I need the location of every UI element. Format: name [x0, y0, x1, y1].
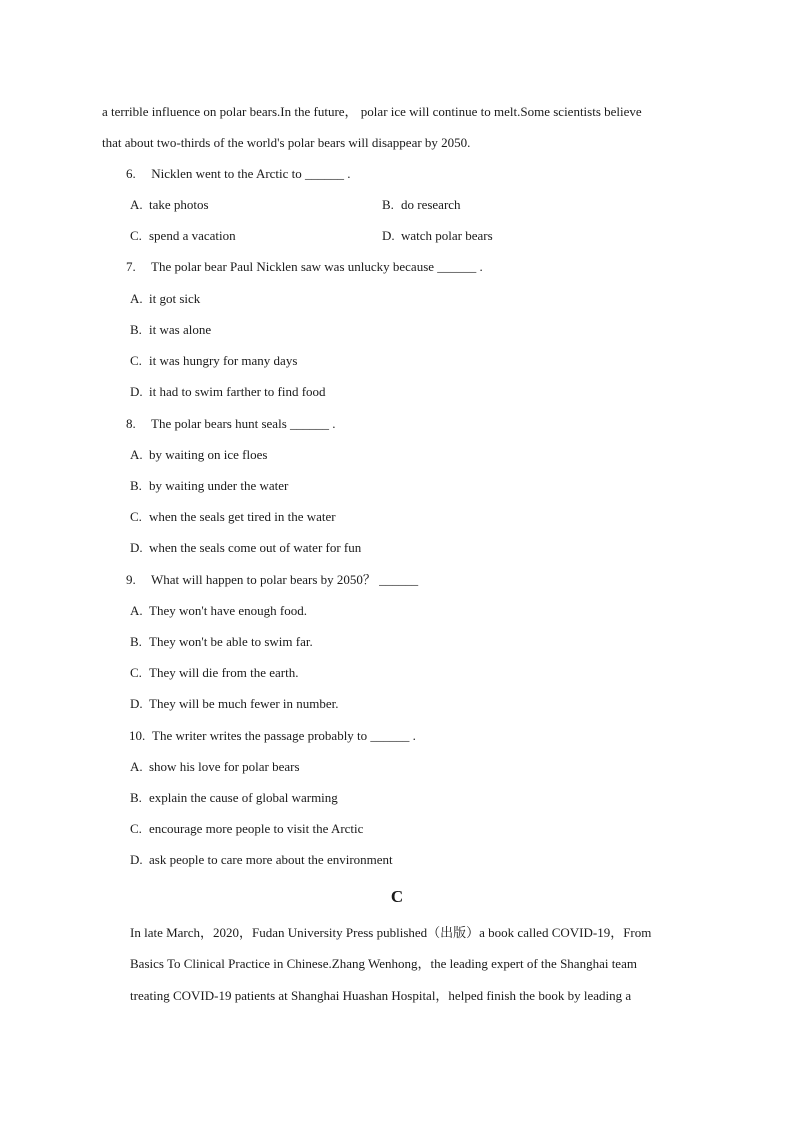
- option-text: it got sick: [149, 291, 201, 306]
- option-letter: D.: [382, 228, 395, 243]
- passage-line: a terrible influence on polar bears.In the future， polar ice will continue to melt.Some scientists believe: [102, 104, 642, 119]
- option-text: it had to swim farther to find food: [149, 384, 326, 399]
- option-10a: [130, 759, 300, 775]
- option-letter: A.: [130, 291, 143, 306]
- option-8a: [130, 447, 267, 463]
- option-text: They will be much fewer in number.: [149, 696, 339, 711]
- option-6c: [130, 228, 236, 244]
- option-letter: B.: [382, 197, 394, 212]
- option-7c: [130, 353, 297, 369]
- option-letter: A.: [130, 197, 143, 212]
- option-8b: [130, 478, 288, 494]
- option-text: They won't be able to swim far.: [149, 634, 313, 649]
- option-letter: C.: [130, 228, 142, 243]
- option-letter: D.: [130, 696, 143, 711]
- question-text: The polar bears hunt seals ______ .: [148, 416, 336, 431]
- option-text: encourage more people to visit the Arctic: [149, 821, 364, 836]
- option-6b: [382, 197, 461, 213]
- option-letter: C.: [130, 509, 142, 524]
- question-9: [126, 572, 418, 588]
- section-heading: C: [390, 887, 404, 906]
- question-number: 7.: [126, 259, 136, 274]
- option-text: when the seals come out of water for fun: [149, 540, 362, 555]
- option-letter: A.: [130, 759, 143, 774]
- option-6a: [130, 197, 209, 213]
- option-text: by waiting under the water: [149, 478, 289, 493]
- option-text: it was hungry for many days: [149, 353, 298, 368]
- question-7: [126, 259, 483, 275]
- option-9d: [130, 696, 339, 712]
- option-letter: B.: [130, 790, 142, 805]
- option-text: ask people to care more about the environment: [149, 852, 393, 867]
- option-text: show his love for polar bears: [149, 759, 300, 774]
- option-text: They won't have enough food.: [149, 603, 307, 618]
- option-text: do research: [401, 197, 461, 212]
- option-letter: B.: [130, 634, 142, 649]
- question-6: [126, 166, 351, 182]
- option-letter: D.: [130, 852, 143, 867]
- option-10c: [130, 821, 363, 837]
- option-letter: D.: [130, 384, 143, 399]
- passage-line: that about two-thirds of the world's polar bears will disappear by 2050.: [102, 135, 471, 150]
- option-7a: [130, 291, 200, 307]
- option-text: when the seals get tired in the water: [149, 509, 336, 524]
- option-text: watch polar bears: [401, 228, 493, 243]
- option-letter: C.: [130, 353, 142, 368]
- question-number: 8.: [126, 416, 136, 431]
- question-number: 6.: [126, 166, 136, 181]
- option-text: take photos: [149, 197, 209, 212]
- passage-line: treating COVID-19 patients at Shanghai Huashan Hospital，helped finish the book by leading a: [130, 988, 632, 1003]
- option-8c: [130, 509, 336, 525]
- option-letter: C.: [130, 665, 142, 680]
- option-letter: C.: [130, 821, 142, 836]
- option-letter: A.: [130, 447, 143, 462]
- option-letter: B.: [130, 478, 142, 493]
- question-text: The writer writes the passage probably to ______ .: [149, 728, 416, 743]
- question-text: What will happen to polar bears by 2050？ ______: [148, 572, 419, 587]
- question-text: Nicklen went to the Arctic to ______ .: [148, 166, 351, 181]
- option-letter: A.: [130, 603, 143, 618]
- option-7b: [130, 322, 211, 338]
- option-9b: [130, 634, 313, 650]
- question-number: 9.: [126, 572, 136, 587]
- option-6d: [382, 228, 493, 244]
- question-text: The polar bear Paul Nicklen saw was unlucky because ______ .: [148, 259, 483, 274]
- option-letter: D.: [130, 540, 143, 555]
- option-10b: [130, 790, 338, 806]
- question-10: [129, 728, 416, 744]
- passage-line: Basics To Clinical Practice in Chinese.Zhang Wenhong，the leading expert of the Shanghai team: [130, 956, 637, 971]
- option-text: by waiting on ice floes: [149, 447, 268, 462]
- option-10d: [130, 852, 393, 868]
- option-7d: [130, 384, 326, 400]
- option-text: it was alone: [149, 322, 212, 337]
- option-text: spend a vacation: [149, 228, 236, 243]
- option-letter: B.: [130, 322, 142, 337]
- passage-line: In late March，2020，Fudan University Press published（出版）a book called COVID-19，From: [130, 925, 652, 940]
- option-8d: [130, 540, 361, 556]
- question-number: 10.: [129, 728, 146, 743]
- option-9a: [130, 603, 307, 619]
- question-8: [126, 416, 336, 432]
- option-text: They will die from the earth.: [149, 665, 299, 680]
- option-text: explain the cause of global warming: [149, 790, 338, 805]
- option-9c: [130, 665, 298, 681]
